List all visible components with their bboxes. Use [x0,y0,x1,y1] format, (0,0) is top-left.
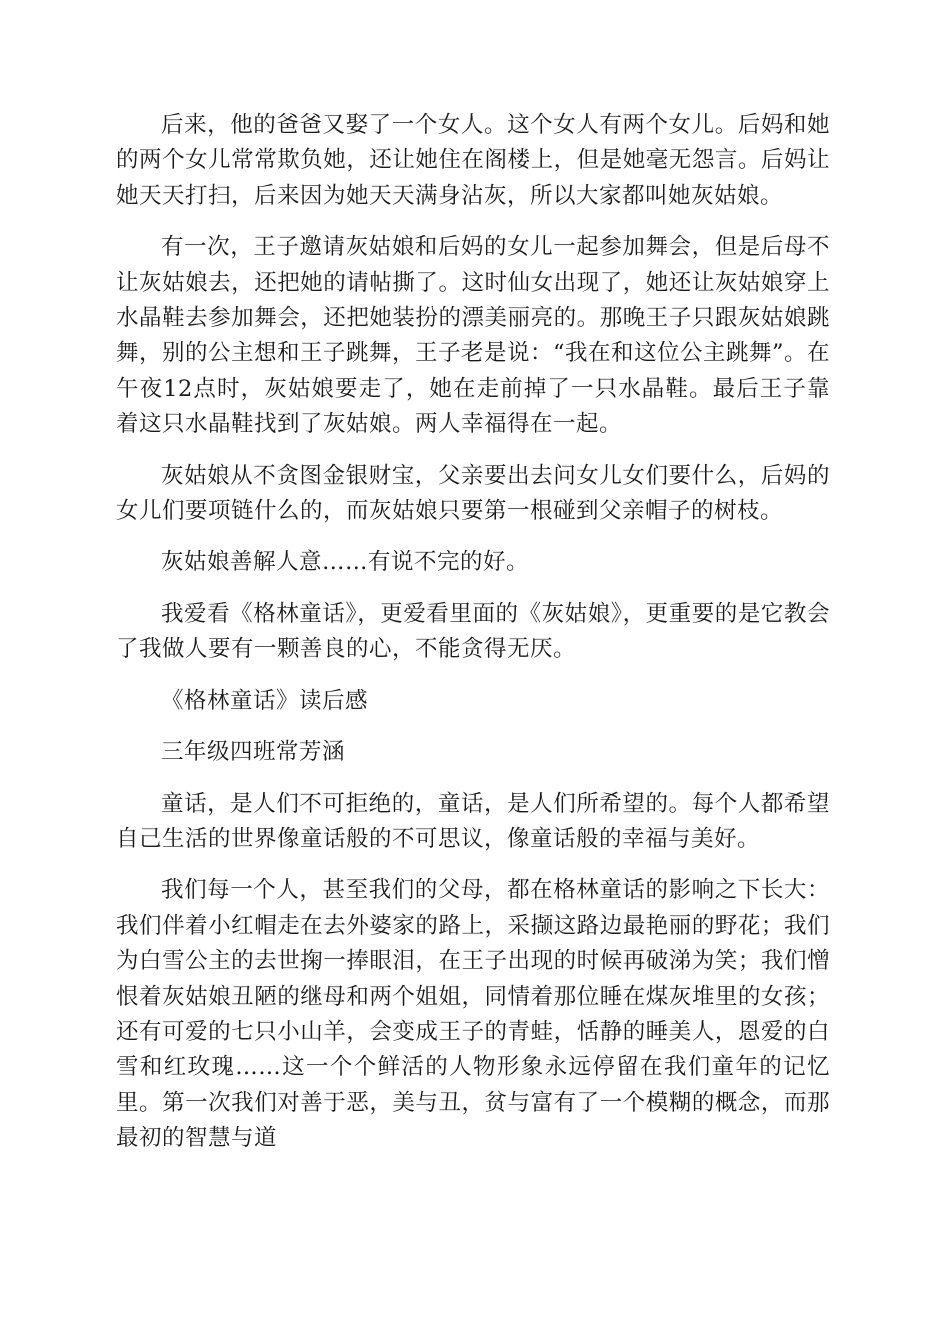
paragraph-kindness: 灰姑娘善解人意……有说不完的好。 [161,549,530,576]
essay-author: 三年级四班常芳涵 [161,739,346,766]
paragraph-conclusion: 我爱看《格林童话》，更爱看里面的《灰姑娘》，更重要的是它教会了我做人要有一颗善良的心，不能贪得无厌。 [116,600,830,663]
paragraph-childhood: 我们每一个人，甚至我们的父母，都在格林童话的影响之下长大：我们伴着小红帽走在去外婆家的路上，采撷这路边最艳丽的野花；我们为白雪公主的去世掬一捧眼泪，在王子出现的时候再破涕为笑；我们憎恨着灰姑娘丑陋的继母和两个姐姐，同情着那位睡在煤灰堆里的女孩；还有可爱的七只小山羊，会变成王子的青蛙，恬静的睡美人，恩爱的白雪和红玫瑰……这一个个鲜活的人物形象永远停留在我们童年的记忆里。第一次我们对善于恶，美与丑，贫与富有了一个模糊的概念，而那最初的智慧与道 [116,877,830,1152]
document-body [116,108,830,1157]
essay-title: 《格林童话》读后感 [161,687,369,714]
paragraph-fairy-tales: 童话，是人们不可拒绝的，童话，是人们所希望的。每个人都希望自己生活的世界像童话般的不可思议，像童话般的幸福与美好。 [116,790,830,852]
paragraph-virtue: 灰姑娘从不贪图金银财宝，父亲要出去问女儿女们要什么，后妈的女儿们要项链什么的，而灰姑娘只要第一根碰到父亲帽子的树枝。 [116,462,830,525]
paragraph-stepmother: 后来，他的爸爸又娶了一个女人。这个女人有两个女儿。后妈和她的两个女儿常常欺负她，还让她住在阁楼上，但是她毫无怨言。后妈让她天天打扫，后来因为她天天满身沾灰，所以大家都叫她灰姑娘。 [116,112,830,209]
paragraph-ball: 有一次，王子邀请灰姑娘和后妈的女儿一起参加舞会，但是后母不让灰姑娘去，还把她的请帖撕了。这时仙女出现了，她还让灰姑娘穿上水晶鞋去参加舞会，还把她装扮的漂美丽亮的。那晚王子只跟灰姑娘跳舞，别的公主想和王子跳舞，王子老是说：“我在和这位公主跳舞”。在午夜12点时，灰姑娘要走了，她在走前掉了一只水晶鞋。最后王子靠着这只水晶鞋找到了灰姑娘。两人幸福得在一起。 [116,234,831,438]
